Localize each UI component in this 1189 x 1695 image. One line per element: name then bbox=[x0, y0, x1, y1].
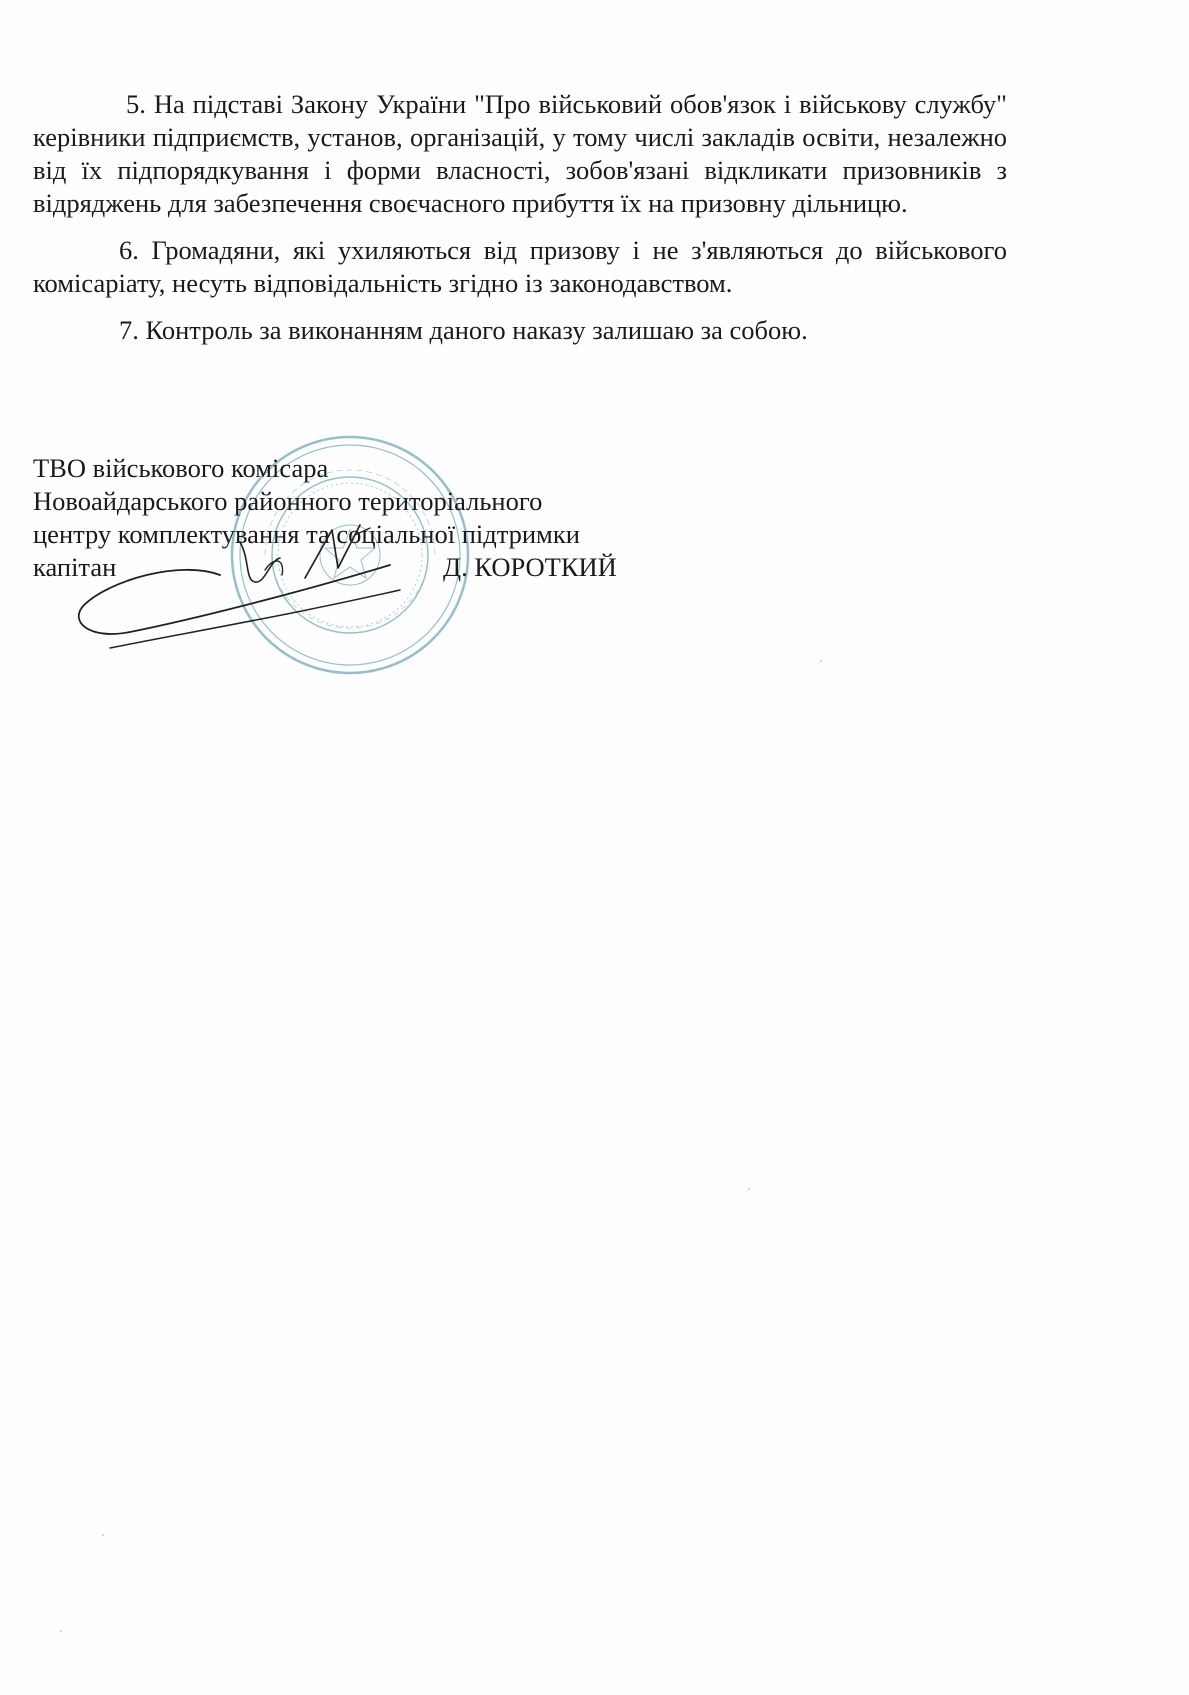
paragraph-5: 5. На підставі Закону України "Про військовий обов'язок і військову службу" керівники підприємств, установ, організацій, у тому числі закладів освіти, незалежно від їх підпорядкування і форми власності, зобов'язані відкликати призовників з відряджень для забезпечення своєчасного прибуття їх на призовну дільницю. bbox=[33, 89, 1007, 218]
scan-speck bbox=[102, 1534, 104, 1536]
paragraph-6: 6. Громадяни, які ухиляються від призову і не з'являються до військового комісаріату, несуть відповідальність згідно із законодавством. bbox=[33, 235, 1007, 298]
position-line-3: центру комплектування та соціальної підтримки bbox=[33, 519, 580, 549]
handwritten-signature bbox=[70, 520, 410, 660]
position-line-1: ТВО військового комісара bbox=[33, 453, 329, 483]
document-body bbox=[33, 88, 1007, 361]
scan-speck bbox=[60, 1630, 62, 1632]
rank-label: капітан bbox=[33, 552, 117, 582]
paragraph-7: 7. Контроль за виконанням даного наказу залишаю за собою. bbox=[119, 315, 808, 345]
scan-speck bbox=[820, 660, 822, 662]
signatory-name: Д. КОРОТКИЙ bbox=[443, 552, 617, 582]
scan-speck bbox=[748, 1188, 750, 1190]
position-line-2: Новоайдарського районного територіального bbox=[33, 486, 543, 516]
